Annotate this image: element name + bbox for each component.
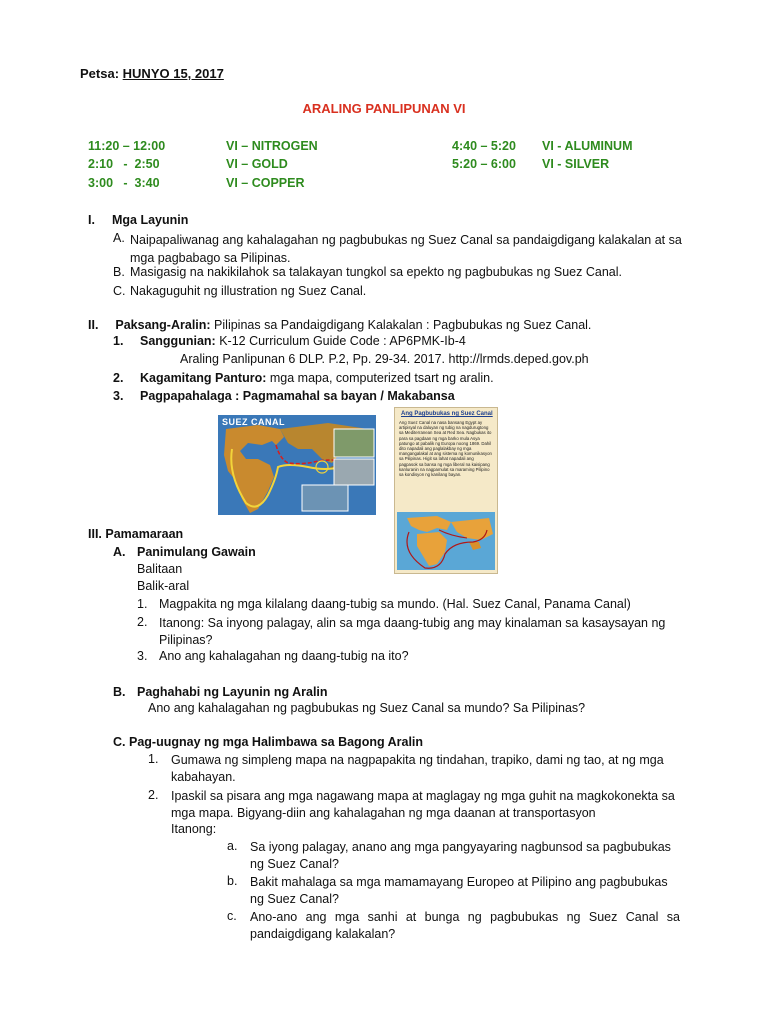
schedule-section-4: VI - ALUMINUM [542,139,633,153]
reference-text: K-12 Curriculum Guide Code : AP6PMK-Ib-4 [219,334,466,348]
subject-item-num-2: 2. [113,371,124,385]
reference-label: Sanggunian: [140,334,216,348]
procedure-c-item-1: Gumawa ng simpleng mapa na nagpapakita ng tindahan, trapiko, dami ng tao, at ng mga kabahayan. [171,753,664,784]
subject-heading: Paksang-Aralin: [115,318,211,332]
suez-canal-info-panel [394,407,498,574]
procedure-c-num-2: 2. [148,788,159,802]
schedule-time-4: 4:40 – 5:20 [452,139,516,153]
procedure-a-item-3: Ano ang kahalagahan ng daang-tubig na ito? [159,649,409,663]
procedure-c-item-2: Ipaskil sa pisara ang mga nagawang mapa at maglagay ng mga guhit na magkokonekta sa mga mapa. Bigyang-diin ang kahalagahan ng mga daanan at transportasyon [171,789,675,820]
date-value: HUNYO 15, 2017 [122,66,224,81]
objective-letter-b: B. [113,265,125,279]
procedure-c-num-1: 1. [148,752,159,766]
schedule-section-1: VI – NITROGEN [226,139,318,153]
question-letter-c: c. [227,909,237,923]
procedure-heading: III. Pamamaraan [88,527,184,541]
subject-item-1 [140,334,466,348]
question-text-c: Ano-ano ang mga sanhi at bunga ng pagbubukas ng Suez Canal sa pandaigdigang kalakalan? [250,910,680,941]
subject-text: Pilipinas sa Pandaigdigang Kalakalan : Pagbubukas ng Suez Canal. [214,318,592,332]
subject-item-num-1: 1. [113,334,124,348]
objective-letter-a: A. [113,231,125,245]
procedure-a-num-1: 1. [137,597,148,611]
procedure-c-itanong: Itanong: [171,822,217,836]
question-letter-b: b. [227,874,238,888]
schedule-section-2: VI – GOLD [226,157,288,171]
subject-item-num-3: 3. [113,389,124,403]
procedure-a-letter: A. [113,545,126,559]
procedure-b-letter: B. [113,685,126,699]
procedure-a-sub1: Balitaan [137,562,183,576]
objective-letter-c: C. [113,284,126,298]
info-panel-body: Ang Suez Canal na nasa bansang Egypt ay artipisyal na daluyan ng tubig na nagdurugtong sa Mediterranean Sea at Red Sea. Nagbukas ito para sa pagdaan ng mga barko mula Asya patungo at pabalik ng Europa noong 1869. Dahil dito napadali ang paglalakbay ng mga mangangalakal at ang sistema ng komunikasyon sa Pilipinas. Higit sa lahat napadali ang pagpasok sa bansa ng mga liberal na kaisipang kanluranin na nagpamulat sa maraming Pilipino sa kondisyon ng kanilang bayan. [399,420,492,478]
objective-text-c: Nakaguguhit ng illustration ng Suez Canal. [130,284,367,298]
date-label: Petsa: [80,66,120,81]
values-label: Pagpapahalaga : Pagmamahal sa bayan / Makabansa [140,389,455,403]
subject-line [88,318,591,332]
procedure-c-letter: C. [113,735,126,749]
procedure-a-sub2: Balik-aral [137,579,190,593]
procedure-a-item-1: Magpakita ng mga kilalang daang-tubig sa mundo. (Hal. Suez Canal, Panama Canal) [159,597,631,611]
question-text-a: Sa iyong palagay, anano ang mga pangyayaring nagbunsod sa pagbubukas ng Suez Canal? [250,840,671,871]
schedule-section-3: VI – COPPER [226,176,305,190]
reference-line-2: Araling Panlipunan 6 DLP. P.2, Pp. 29-34. 2017. http://lrmds.deped.gov.ph [180,352,589,366]
schedule-time-1: 11:20 – 12:00 [88,139,166,153]
procedure-b-heading: Paghahabi ng Layunin ng Aralin [137,685,328,699]
question-text-b: Bakit mahalaga sa mga mamamayang Europeo at Pilipino ang pagbubukas ng Suez Canal? [250,875,668,906]
suez-canal-map-caption: SUEZ CANAL [222,417,285,427]
objective-text-a: Naipapaliwanag ang kahalagahan ng pagbubukas ng Suez Canal sa pandaigdigang kalakalan at sa mga pagbabago sa Pilipinas. [130,233,682,265]
question-letter-a: a. [227,839,238,853]
procedure-a-num-3: 3. [137,649,148,663]
materials-text: mga mapa, computerized tsart ng aralin. [269,371,494,385]
info-panel-map-graphic [397,512,495,570]
schedule-time-2: 2:10 - 2:50 [88,157,160,171]
schedule-section-5: VI - SILVER [542,157,610,171]
schedule-time-5: 5:20 – 6:00 [452,157,516,171]
objectives-numeral: I. [88,213,95,227]
procedure-c-heading: Pag-uugnay ng mga Halimbawa sa Bagong Aralin [129,735,424,749]
date-line [80,66,224,81]
materials-label: Kagamitang Panturo: [140,371,267,385]
subject-item-2 [140,371,494,385]
objectives-heading: Mga Layunin [112,213,189,227]
suez-canal-map-graphic [218,415,376,515]
procedure-a-num-2: 2. [137,615,148,629]
procedure-a-item-2: Itanong: Sa inyong palagay, alin sa mga daang-tubig ang may kinalaman sa kasaysayan ng Pilipinas? [159,616,666,647]
objective-text-b: Masigasig na nakikilahok sa talakayan tungkol sa epekto ng pagbubukas ng Suez Canal. [130,265,622,279]
procedure-b-text: Ano ang kahalagahan ng pagbubukas ng Suez Canal sa mundo? Sa Pilipinas? [148,701,586,715]
subject-numeral: II. [88,318,99,332]
schedule-time-3: 3:00 - 3:40 [88,176,160,190]
suez-canal-map-image [218,415,376,515]
page-title: ARALING PANLIPUNAN VI [302,101,466,116]
procedure-a-heading: Panimulang Gawain [137,545,256,559]
info-panel-title: Ang Pagbubukas ng Suez Canal [401,411,493,417]
